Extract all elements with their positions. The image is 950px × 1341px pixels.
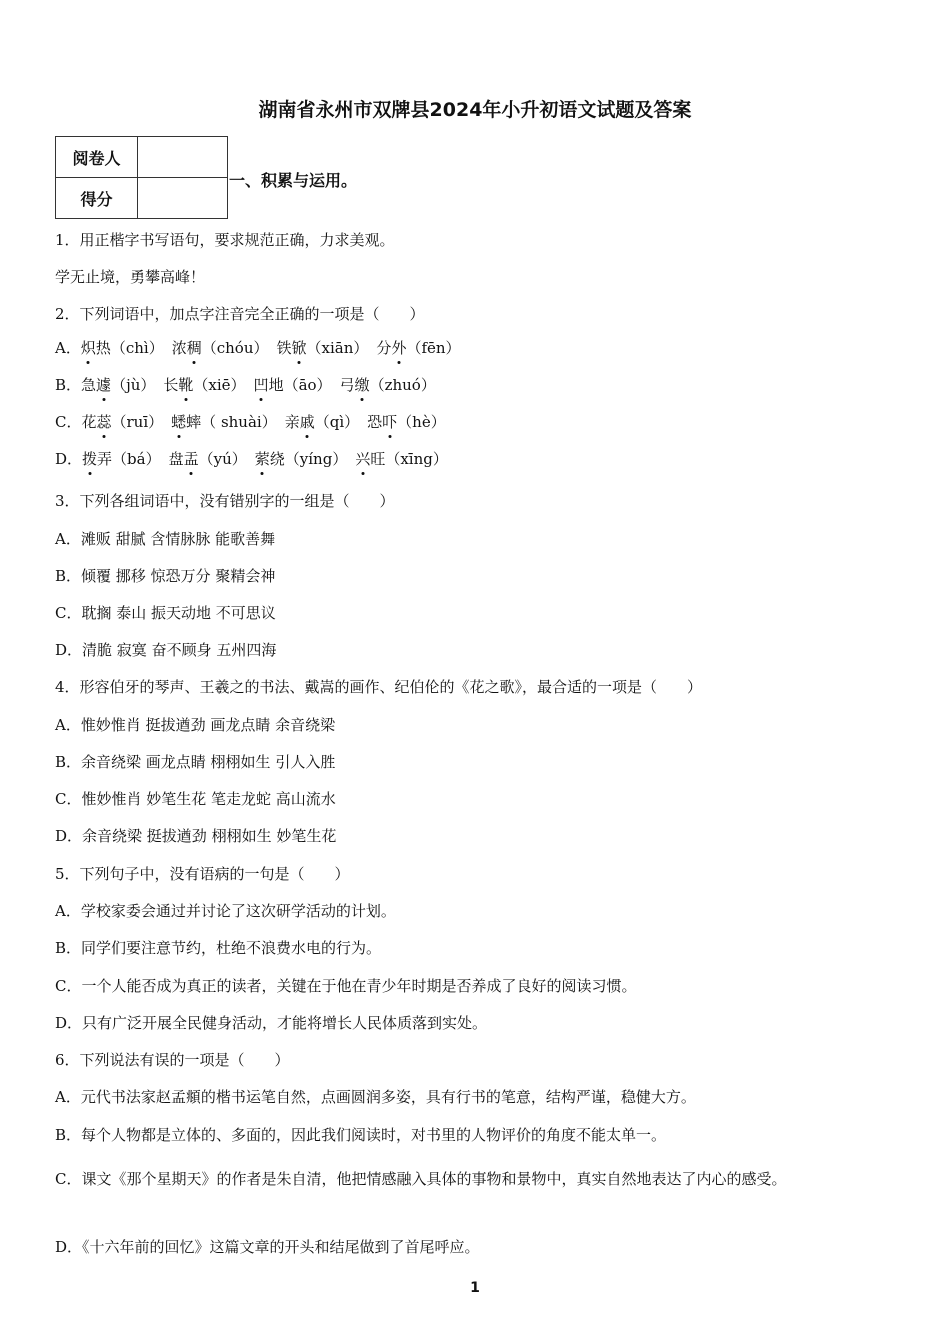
section-heading: 一、积累与运用。 (229, 171, 358, 190)
score-table (55, 136, 228, 219)
page-number: 1 (470, 1280, 480, 1296)
dotted-char: 外 (391, 339, 407, 357)
option-word: 兴旺（xīng） (355, 450, 448, 468)
option-word: 长靴（xiē） (163, 376, 246, 394)
score-label: 得分 (56, 178, 138, 219)
q2-stem: 2．下列词语中，加点字注音完全正确的一项是（ ） (55, 305, 425, 323)
q3-option-a: A．滩贩 甜腻 含情脉脉 能歌善舞 (55, 530, 276, 548)
dotted-char: 蟋 (171, 413, 187, 431)
option-word: 急遽（jù） (81, 376, 156, 394)
dotted-char: 炽 (80, 339, 96, 357)
q2-option-c (55, 411, 890, 433)
q3-option-d: D．清脆 寂寞 奋不顾身 五州四海 (55, 641, 277, 659)
option-word: 铁锨（xiān） (276, 339, 369, 357)
q6-option-a: A．元代书法家赵孟頫的楷书运笔自然，点画圆润多姿，具有行书的笔意，结构严谨，稳健大方。 (55, 1088, 696, 1106)
dotted-char: 萦 (254, 450, 270, 468)
q2-option-d (55, 448, 890, 470)
q3-option-c: C．耽搁 泰山 振天动地 不可思议 (55, 604, 276, 622)
dotted-char: 戚 (299, 413, 315, 431)
option-word: 弓缴（zhuó） (339, 376, 436, 394)
q5-option-d: D．只有广泛开展全民健身活动，才能将增长人民体质落到实处。 (55, 1014, 488, 1032)
q4-option-b: B．余音绕梁 画龙点睛 栩栩如生 引人入胜 (55, 753, 336, 771)
q4-option-c: C．惟妙惟肖 妙笔生花 笔走龙蛇 高山流水 (55, 790, 336, 808)
q5-option-c: C．一个人能否成为真正的读者，关键在于他在青少年时期是否养成了良好的阅读习惯。 (55, 977, 637, 995)
dotted-char: 缴 (354, 376, 370, 394)
option-word: 拨弄（bá） (82, 450, 161, 468)
q6-option-c: C．课文《那个星期天》的作者是朱自清，他把情感融入具体的事物和景物中，真实自然地表达了内心的感受。 (55, 1170, 787, 1188)
q4-stem: 4．形容伯牙的琴声、王羲之的书法、戴嵩的画作、纪伯伦的《花之歌》，最合适的一项是（ ） (55, 678, 703, 696)
option-prefix: D． (55, 450, 83, 468)
q5-option-a: A．学校家委会通过并讨论了这次研学活动的计划。 (55, 902, 396, 920)
option-word: 炽热（chì） (80, 339, 164, 357)
reviewer-cell (138, 137, 228, 178)
option-word: 恐吓（hè） (367, 413, 446, 431)
option-word: 亲戚（qì） (284, 413, 360, 431)
dotted-char: 锨 (291, 339, 307, 357)
option-word: 蟋蟀（ shuài） (171, 413, 277, 431)
option-prefix: B． (55, 376, 82, 394)
q5-option-b: B．同学们要注意节约，杜绝不浪费水电的行为。 (55, 939, 382, 957)
q4-option-a: A．惟妙惟肖 挺拔遒劲 画龙点睛 余音绕梁 (55, 716, 336, 734)
option-word: 盘盂（yú） (168, 450, 247, 468)
q6-stem: 6．下列说法有误的一项是（ ） (55, 1051, 290, 1069)
reviewer-label: 阅卷人 (56, 137, 138, 178)
dotted-char: 盂 (183, 450, 199, 468)
dotted-char: 蕊 (96, 413, 112, 431)
option-word: 萦绕（yíng） (254, 450, 348, 468)
dotted-char: 靴 (178, 376, 194, 394)
q1-sentence: 学无止境，勇攀高峰！ (55, 268, 206, 286)
option-word: 分外（fēn） (376, 339, 461, 357)
dotted-char: 遽 (96, 376, 112, 394)
page-title: 湖南省永州市双牌县2024年小升初语文试题及答案 (258, 99, 692, 121)
option-word: 浓稠（chóu） (171, 339, 269, 357)
option-prefix: C． (55, 413, 82, 431)
dotted-char: 凹 (253, 376, 269, 394)
option-word: 凹地（āo） (253, 376, 332, 394)
option-prefix: A． (55, 339, 81, 357)
dotted-char: 稠 (186, 339, 202, 357)
q3-stem: 3．下列各组词语中，没有错别字的一组是（ ） (55, 492, 395, 510)
score-cell (138, 178, 228, 219)
option-word: 花蕊（ruī） (81, 413, 164, 431)
q2-option-a (55, 337, 890, 359)
dotted-char: 兴 (355, 450, 371, 468)
q2-option-b (55, 374, 890, 396)
q4-option-d: D．余音绕梁 挺拔遒劲 栩栩如生 妙笔生花 (55, 827, 337, 845)
q6-option-b: B．每个人物都是立体的、多面的，因此我们阅读时，对书里的人物评价的角度不能太单一。 (55, 1126, 667, 1144)
q5-stem: 5．下列句子中，没有语病的一句是（ ） (55, 865, 350, 883)
q6-option-d: D．《十六年前的回忆》这篇文章的开头和结尾做到了首尾呼应。 (55, 1238, 480, 1256)
dotted-char: 吓 (382, 413, 398, 431)
dotted-char: 拨 (82, 450, 98, 468)
q1-stem: 1．用正楷字书写语句，要求规范正确，力求美观。 (55, 231, 395, 249)
q3-option-b: B．倾覆 挪移 惊恐万分 聚精会神 (55, 567, 276, 585)
